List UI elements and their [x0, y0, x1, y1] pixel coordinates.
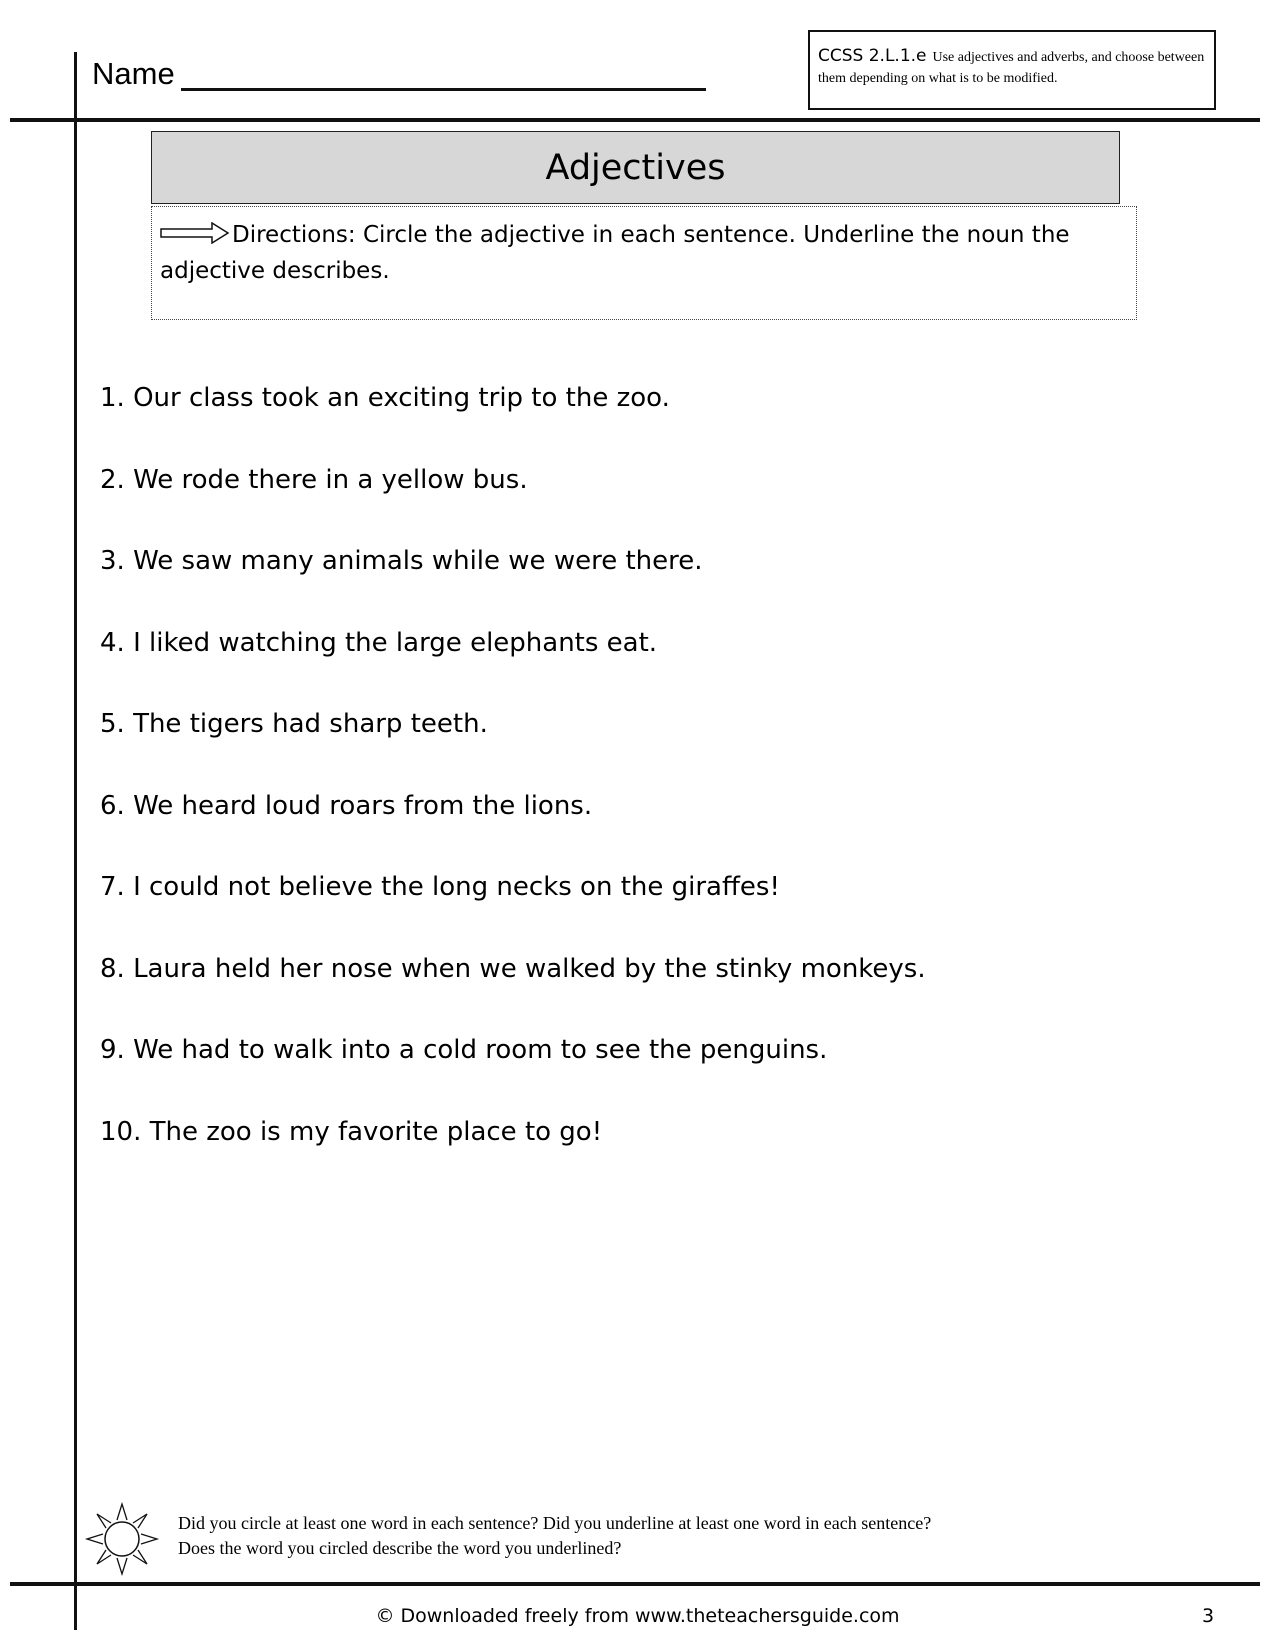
arrow-right-icon	[160, 222, 230, 244]
standard-code: CCSS 2.L.1.e	[818, 46, 927, 66]
self-check	[178, 1511, 931, 1561]
footer-credit: © Downloaded freely from www.theteachersguide.com	[375, 1605, 900, 1627]
self-check-line: Did you circle at least one word in each sentence? Did you underline at least one word in each sentence?	[178, 1513, 932, 1533]
title-text: Adjectives	[545, 147, 726, 188]
page-number: 3	[1202, 1605, 1215, 1627]
name-label: Name	[92, 56, 175, 91]
directions-box	[151, 206, 1137, 320]
question-item: 10. The zoo is my favorite place to go!	[100, 1116, 603, 1147]
self-check-line: Does the word you circled describe the word you underlined?	[178, 1538, 622, 1558]
question-item: 8. Laura held her nose when we walked by the stinky monkeys.	[100, 953, 926, 984]
question-list	[100, 380, 926, 1195]
standard-box	[808, 30, 1216, 110]
question-item: 7. I could not believe the long necks on the giraffes!	[100, 872, 780, 902]
question-item: 1. Our class took an exciting trip to the zoo.	[100, 383, 670, 413]
sun-icon	[84, 1501, 160, 1577]
question-item: 4. I liked watching the large elephants eat.	[100, 627, 658, 658]
name-field[interactable]	[181, 88, 706, 91]
worksheet-title	[151, 131, 1120, 204]
standard-description: Use adjectives and adverbs, and choose between them depending on what is to be modified.	[818, 50, 1205, 86]
question-item: 6. We heard loud roars from the lions.	[100, 790, 593, 821]
question-item: 2. We rode there in a yellow bus.	[100, 464, 528, 495]
footer-divider	[10, 1582, 1260, 1586]
question-item: 9. We had to walk into a cold room to see the penguins.	[100, 1035, 828, 1065]
question-item: 5. The tigers had sharp teeth.	[100, 709, 488, 739]
margin-rule	[74, 52, 77, 1630]
header-divider	[10, 118, 1260, 122]
question-item: 3. We saw many animals while we were there.	[100, 546, 703, 576]
directions-text: Directions: Circle the adjective in each sentence. Underline the noun the adjective describes.	[160, 222, 1070, 284]
